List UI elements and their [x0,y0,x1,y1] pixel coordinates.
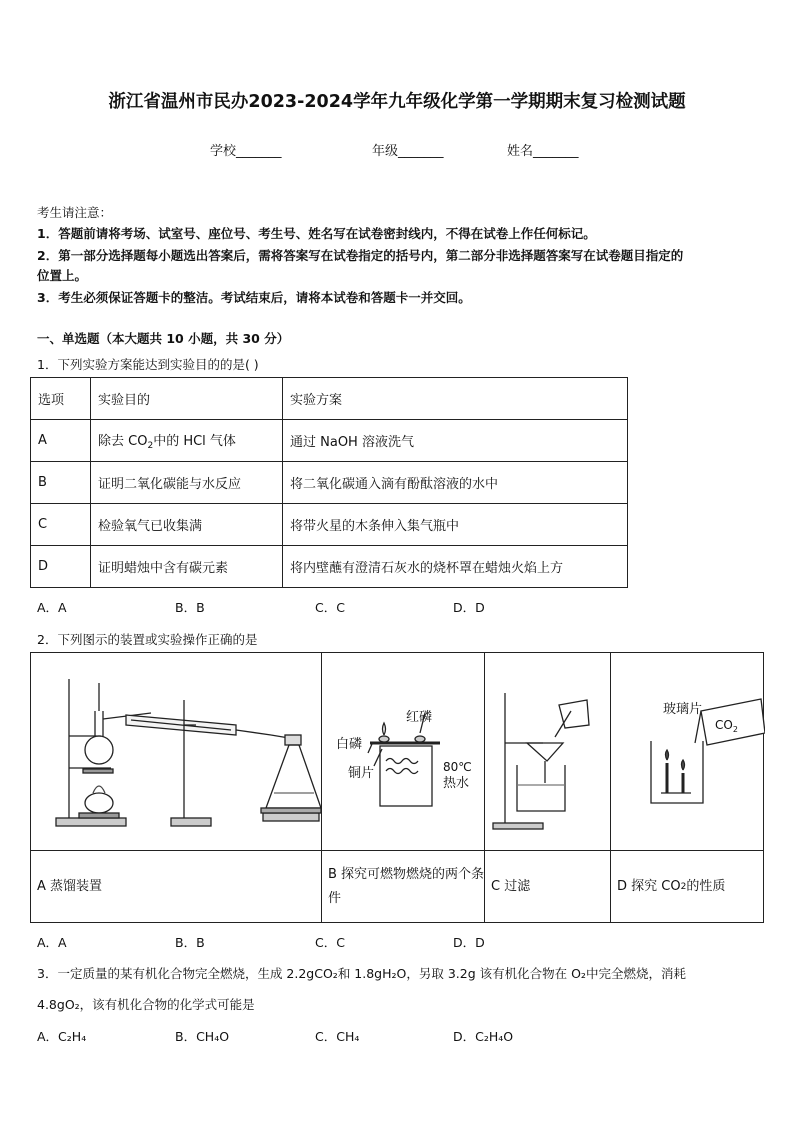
row-option: C [31,504,91,546]
notice-item-2: 2．第一部分选择题每小题选出答案后，需将答案写在试卷指定的括号内，第二部分非选择题答案写在试卷题目指定的 [37,248,684,263]
table-row [31,546,628,588]
q3-stem-line1: 3．一定质量的某有机化合物完全燃烧，生成 2.2gCO₂和 1.8gH₂O，另取 3.2g 该有机化合物在 O₂中完全燃烧，消耗 [37,966,686,981]
caption-a: A 蒸馏装置 [37,879,103,894]
caption-c: C 过滤 [491,879,531,894]
q1-option-b: B．B [175,600,205,615]
notice-item-1: 1．答题前请将考场、试室号、座位号、考生号、姓名写在试卷密封线内，不得在试卷上作任何标记。 [37,226,596,241]
notice-item-3: 3．考生必须保证答题卡的整洁。考试结束后，请将本试卷和答题卡一并交回。 [37,290,471,305]
label-hot-water: 热水 [443,776,470,791]
row-plan: 将二氧化碳通入滴有酚酞溶液的水中 [283,462,628,504]
table-row [31,420,628,462]
q1-option-d: D．D [453,600,485,615]
caption-d: D 探究 CO 2 的性质 [617,879,726,894]
label-red-phosphorus: 红磷 [406,710,433,725]
q1-stem: 1．下列实验方案能达到实验目的的是( ) [37,357,259,372]
q3-option-d: D．C₂H₄O [453,1029,514,1044]
header-plan: 实验方案 [283,378,628,420]
q1-option-c: C．C [315,600,345,615]
label-temperature: 80℃ [443,760,472,774]
q3-option-a: A．C₂H₄ [37,1029,87,1044]
document-title: 浙江省温州市民办2023-2024学年九年级化学第一学期期末复习检测试题 [108,92,686,112]
filtration-icon [485,653,611,850]
section-heading: 一、单选题（本大题共 10 小题，共 30 分） [37,331,290,346]
row-plan: 将带火星的木条伸入集气瓶中 [283,504,628,546]
notice-heading: 考生请注意： [37,205,113,220]
row-goal: 除去 $CO_2$中的 HCl 气体 [91,420,283,462]
row-goal: 证明二氧化碳能与水反应 [91,462,283,504]
row-goal: 检验氧气已收集满 [91,504,283,546]
distillation-apparatus-icon [31,653,322,850]
caption-b: B 探究可燃物燃烧的两个条件 [328,867,485,906]
table-row [31,462,628,504]
row-option: D [31,546,91,588]
label-white-phosphorus: 白磷 [336,737,363,752]
row-plan: 通过 NaOH 溶液洗气 [283,420,628,462]
table-header-row [31,378,628,420]
q2-option-d: D．D [453,935,485,950]
q3-option-c: C．CH₄ [315,1029,360,1044]
q2-option-a: A．A [37,935,67,950]
q1-table [30,377,628,588]
grade-field: 年级_______ [372,144,444,159]
label-glass-plate: 玻璃片 [663,702,703,717]
name-field: 姓名_______ [507,144,579,159]
q2-stem: 2．下列图示的装置或实验操作正确的是 [37,632,258,647]
header-goal: 实验目的 [91,378,283,420]
header-option: 选项 [31,378,91,420]
q3-option-b: B．CH₄O [175,1029,230,1044]
q3-stem-line2: 4.8gO₂，该有机化合物的化学式可能是 [37,997,255,1012]
row-plan: 将内壁蘸有澄清石灰水的烧杯罩在蜡烛火焰上方 [283,546,628,588]
q1-option-a: A．A [37,600,67,615]
q2-option-b: B．B [175,935,205,950]
co2-properties-icon [611,653,765,850]
row-goal: 证明蜡烛中含有碳元素 [91,546,283,588]
school-field: 学校_______ [210,144,282,159]
label-co2: $CO_2$ [715,718,738,734]
q2-option-c: C．C [315,935,345,950]
notice-item-2-cont: 位置上。 [37,268,88,283]
q2-figure-grid [30,652,764,923]
table-row [31,504,628,546]
row-option: B [31,462,91,504]
row-option: A [31,420,91,462]
combustion-experiment-icon [322,653,485,850]
label-copper: 铜片 [348,766,375,781]
